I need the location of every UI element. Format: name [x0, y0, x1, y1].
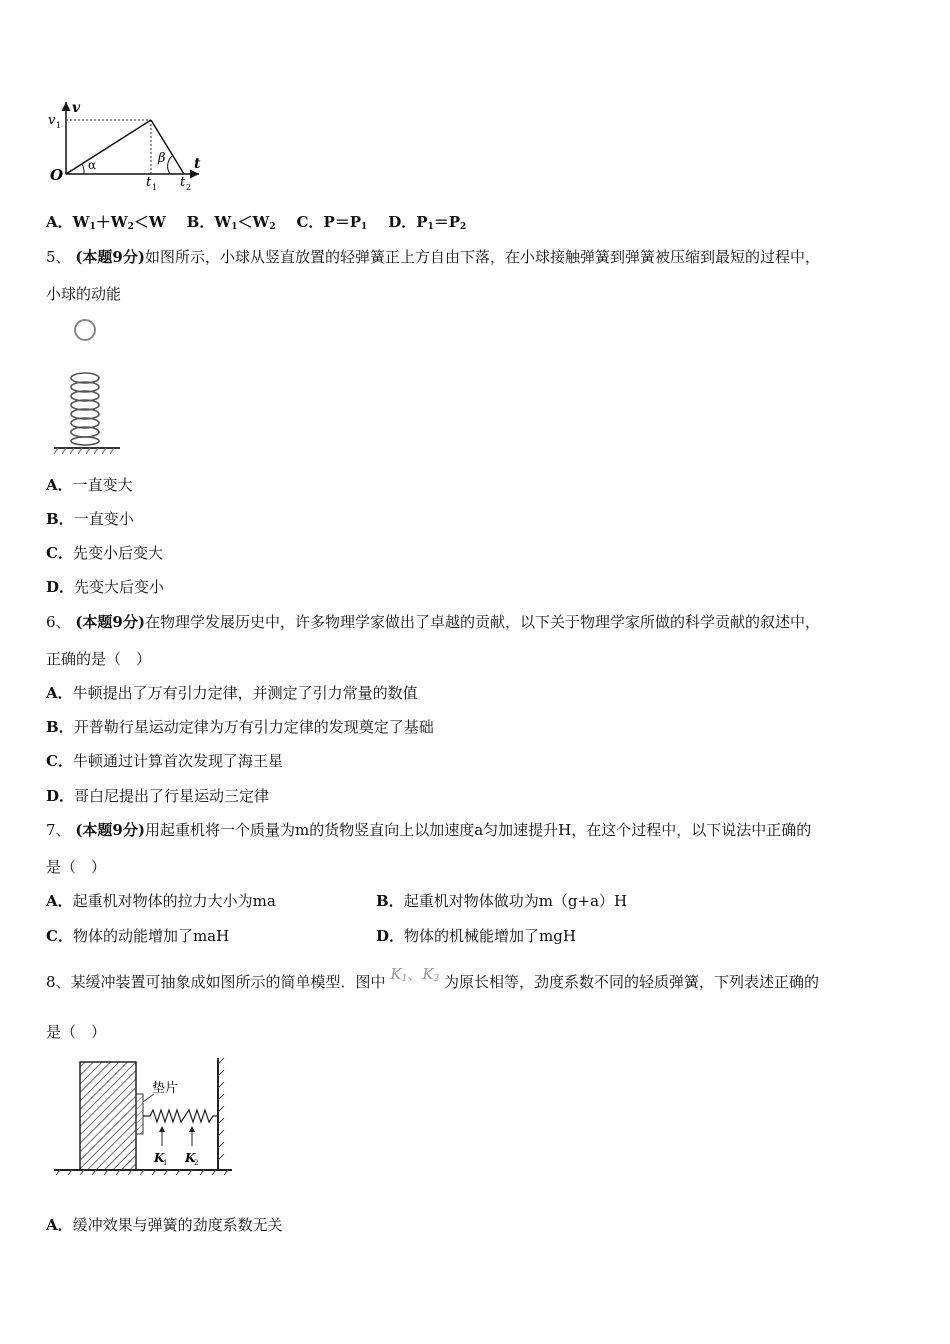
q6-option-d: D．哥白尼提出了行星运动三定律: [46, 787, 270, 805]
buffer-device-figure: [50, 1054, 245, 1178]
v1-sub: 1: [56, 121, 62, 130]
k2-arrow-head: [189, 1126, 195, 1132]
q5-option-a: A．一直变大: [46, 476, 133, 494]
ball-spring-figure: [50, 316, 125, 456]
q4-option-c: C．$P=P_1$: [296, 213, 368, 232]
pad-label: 垫片: [152, 1081, 179, 1096]
q6-stem-line1: 6、 (本题9分)在物理学发展历史中，许多物理学家做出了卓越的贡献，以下关于物理学家所做的科学贡献的叙述中，: [46, 613, 820, 631]
q5-option-d: D．先变大后变小: [46, 578, 165, 596]
block: [80, 1062, 136, 1170]
q6-stem-line2: 正确的是（ ）: [46, 650, 152, 668]
q5-stem-line2: 小球的动能: [46, 285, 122, 303]
q8-option-a: A．缓冲效果与弹簧的劲度系数无关: [46, 1216, 283, 1234]
vt-graph: [44, 98, 214, 194]
q5-option-c: C．先变小后变大: [46, 544, 163, 562]
q5-option-b: B．一直变小: [46, 510, 134, 528]
alpha-arc: [82, 164, 84, 174]
k2-label-sub: 2: [194, 1159, 199, 1167]
q7-option-d: D．物体的机械能增加了mgH: [376, 927, 576, 945]
v-axis-label: v: [72, 100, 81, 116]
k2-label: K: [185, 1151, 196, 1165]
ball: [75, 320, 95, 340]
q6-option-a: A．牛顿提出了万有引力定律，并测定了引力常量的数值: [46, 684, 418, 702]
q4-options: [46, 211, 466, 232]
q6-option-b: B．开普勒行星运动定律为万有引力定律的发现奠定了基础: [46, 718, 434, 736]
t1-sub: 1: [152, 183, 158, 192]
q7-option-a: A．起重机对物体的拉力大小为ma: [46, 892, 276, 910]
q4-option-b: B．$W_1<W_2$: [186, 213, 276, 232]
accel-line: [66, 120, 151, 174]
t1-label: t: [146, 175, 152, 190]
k2-symbol: $K_2$: [422, 965, 440, 984]
t2-sub: 2: [186, 183, 192, 192]
spring-k2: [185, 1110, 218, 1122]
k1-label: K: [154, 1151, 165, 1165]
pad: [136, 1094, 143, 1134]
k1-label-sub: 1: [163, 1159, 168, 1167]
q7-stem-line2: 是（ ）: [46, 858, 107, 876]
q7-stem-line1: 7、 (本题9分)用起重机将一个质量为m的货物竖直向上以加速度a匀加速提升H，在这个过程中，以下说法中正确的: [46, 821, 812, 839]
q6-option-c: C．牛顿通过计算首次发现了海王星: [46, 752, 283, 770]
k1-symbol: $K_1$: [390, 965, 408, 984]
spring-coils: [71, 373, 99, 445]
spring-k1: [143, 1110, 185, 1122]
beta-arc: [168, 156, 172, 174]
k1-arrow-head: [159, 1126, 165, 1132]
q4-option-d: D．$P_1=P_2$: [388, 213, 467, 232]
alpha-label: α: [88, 158, 97, 172]
t2-label: t: [180, 175, 186, 190]
origin-label: O: [50, 166, 64, 184]
q8-stem-line2: 是（ ）: [46, 1023, 107, 1041]
v1-label: v: [48, 113, 56, 128]
beta-label: β: [158, 151, 166, 166]
q5-stem-line1: 5、 (本题9分)如图所示，小球从竖直放置的轻弹簧正上方自由下落，在小球接触弹簧到弹簧被压缩到最短的过程中，: [46, 248, 820, 266]
q7-option-c: C．物体的动能增加了maH: [46, 927, 230, 945]
q7-option-b: B．起重机对物体做功为m（g+a）H: [376, 892, 628, 910]
q8-stem-line1: 8、某缓冲装置可抽象成如图所示的简单模型．图中 $K_1$、$K_2$ 为原长相等，劲度系数不同的轻质弹簧，下列表述正确的: [46, 965, 820, 991]
q4-option-a: A．$W_1+W_2<W$: [46, 213, 166, 232]
t-axis-label: t: [194, 156, 201, 172]
